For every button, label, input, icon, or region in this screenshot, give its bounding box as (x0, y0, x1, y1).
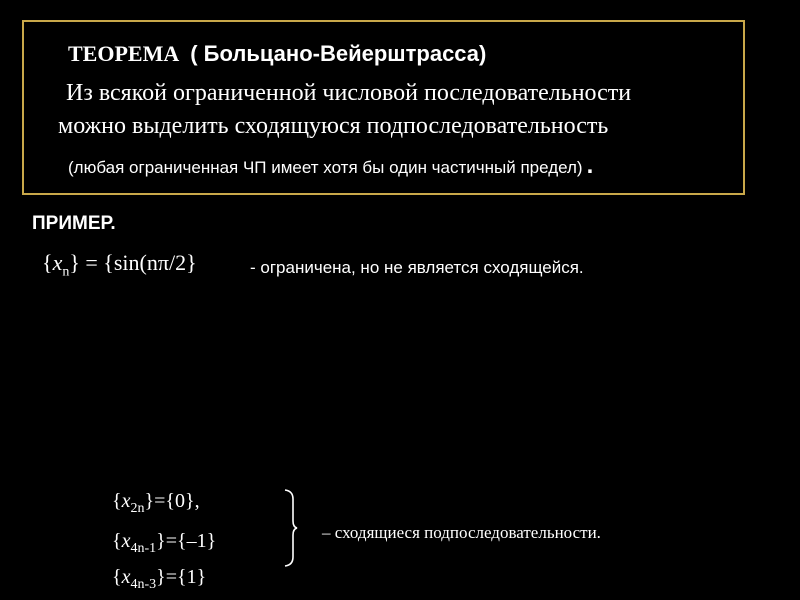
right-brace-icon (284, 489, 298, 567)
subsequence-item: $\{x_{4n-3}\}=\{1\}$ (112, 566, 207, 592)
subsequence-item: $\{x_{4n-1}\}=\{-1\}$ (112, 530, 217, 556)
subsequence-sub: 2n (130, 501, 145, 516)
example-label (32, 213, 116, 235)
theorem-title (68, 41, 486, 67)
formula-rest: } = {sin(nπ/2} (69, 250, 197, 275)
subsequence-var: x (121, 566, 131, 588)
example-description: - ограничена, но не является сходящейся. (250, 258, 584, 277)
subsequence-rest: }={–1} (156, 530, 217, 552)
formula-var: x (52, 250, 63, 275)
subsequence-item: $\{x_{2n}\}=\{0\}$, (112, 490, 200, 516)
theorem-note (68, 152, 593, 180)
subsequence-var: x (121, 490, 131, 512)
subsequence-rest: }={0}, (144, 490, 200, 512)
subsequences-description: – сходящиеся подпоследовательности. (322, 523, 601, 542)
formula-sub: n (62, 264, 70, 280)
example-formula (42, 250, 197, 280)
theorem-name: ( Больцано-Вейерштрасса) (190, 41, 487, 66)
theorem-statement-line1: Из всякой ограниченной числовой последовательности (66, 80, 632, 106)
subsequence-rest: }={1} (156, 566, 207, 588)
theorem-note-end: . (586, 152, 594, 179)
subsequence-sub: 4n-1 (130, 541, 157, 556)
subsequence-var: x (121, 530, 131, 552)
theorem-statement-line2: можно выделить сходящуюся подпоследовательность (58, 113, 609, 139)
theorem-label: ТЕОРЕМА (68, 41, 180, 66)
example-label-end: . (110, 213, 116, 234)
formula-open: { (42, 250, 53, 275)
theorem-note-text: (любая ограниченная ЧП имеет хотя бы один частичный предел) (68, 158, 583, 177)
subsequence-sub: 4n-3 (130, 577, 157, 592)
example-label-text: ПРИМЕР (32, 213, 111, 234)
